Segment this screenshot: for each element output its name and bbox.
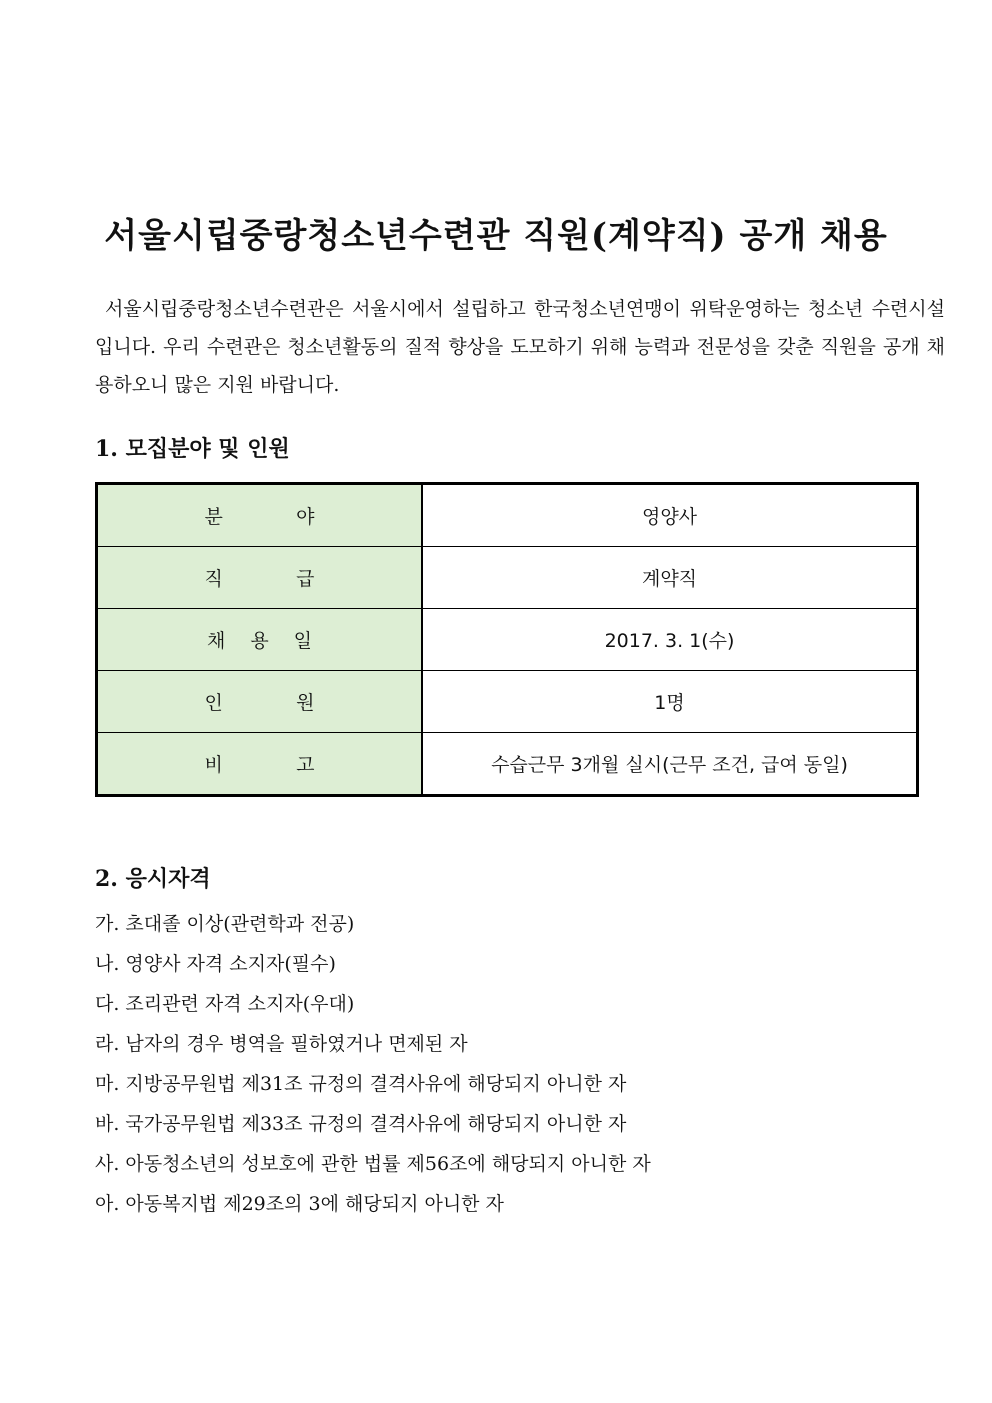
table-row [97, 609, 918, 671]
list-item: 다. 조리관련 자격 소지자(우대) [95, 993, 355, 1015]
label-char: 일 [293, 630, 312, 652]
label-char: 고 [296, 754, 315, 776]
table-row [97, 671, 918, 733]
row-value-headcount: 1명 [422, 671, 918, 733]
row-label-hire-date [97, 609, 423, 671]
label-char: 용 [250, 630, 269, 652]
label-char: 채 [207, 630, 226, 652]
list-item: 가. 초대졸 이상(관련학과 전공) [95, 913, 355, 935]
list-item: 라. 남자의 경우 병역을 필하였거나 면제된 자 [95, 1033, 468, 1055]
table-row [97, 733, 918, 796]
section-heading-recruitment: 1. 모집분야 및 인원 [95, 436, 290, 462]
label-char: 급 [296, 568, 315, 590]
label-char: 원 [296, 692, 315, 714]
page-title: 서울시립중랑청소년수련관 직원(계약직) 공개 채용 [104, 216, 888, 256]
label-char: 직 [204, 568, 223, 590]
intro-paragraph: 서울시립중랑청소년수련관은 서울시에서 설립하고 한국청소년연맹이 위탁운영하는 청소년 수련시설입니다. 우리 수련관은 청소년활동의 질적 향상을 도모하기 위해 능력과 전문성을 갖춘 직원을 공개 채용하오니 많은 지원 바랍니다. [95, 298, 945, 396]
row-label-field [97, 484, 423, 547]
row-label-remarks [97, 733, 423, 796]
list-item: 바. 국가공무원법 제33조 규정의 결격사유에 해당되지 아니한 자 [95, 1113, 627, 1135]
list-item: 아. 아동복지법 제29조의 3에 해당되지 아니한 자 [95, 1193, 504, 1215]
qualification-list [95, 904, 651, 1224]
label-char: 인 [204, 692, 223, 714]
label-char: 야 [296, 506, 315, 528]
row-value-rank: 계약직 [422, 547, 918, 609]
table-row [97, 484, 918, 547]
row-value-hire-date: 2017. 3. 1(수) [422, 609, 918, 671]
label-char: 비 [204, 754, 223, 776]
row-value-remarks: 수습근무 3개월 실시(근무 조건, 급여 동일) [422, 733, 918, 796]
recruitment-table [95, 482, 919, 797]
section-heading-qualifications: 2. 응시자격 [95, 866, 211, 892]
label-char: 분 [204, 506, 223, 528]
list-item: 사. 아동청소년의 성보호에 관한 법률 제56조에 해당되지 아니한 자 [95, 1153, 651, 1175]
list-item: 마. 지방공무원법 제31조 규정의 결격사유에 해당되지 아니한 자 [95, 1073, 627, 1095]
table-row [97, 547, 918, 609]
row-label-headcount [97, 671, 423, 733]
row-label-rank [97, 547, 423, 609]
row-value-field: 영양사 [422, 484, 918, 547]
list-item: 나. 영양사 자격 소지자(필수) [95, 953, 336, 975]
